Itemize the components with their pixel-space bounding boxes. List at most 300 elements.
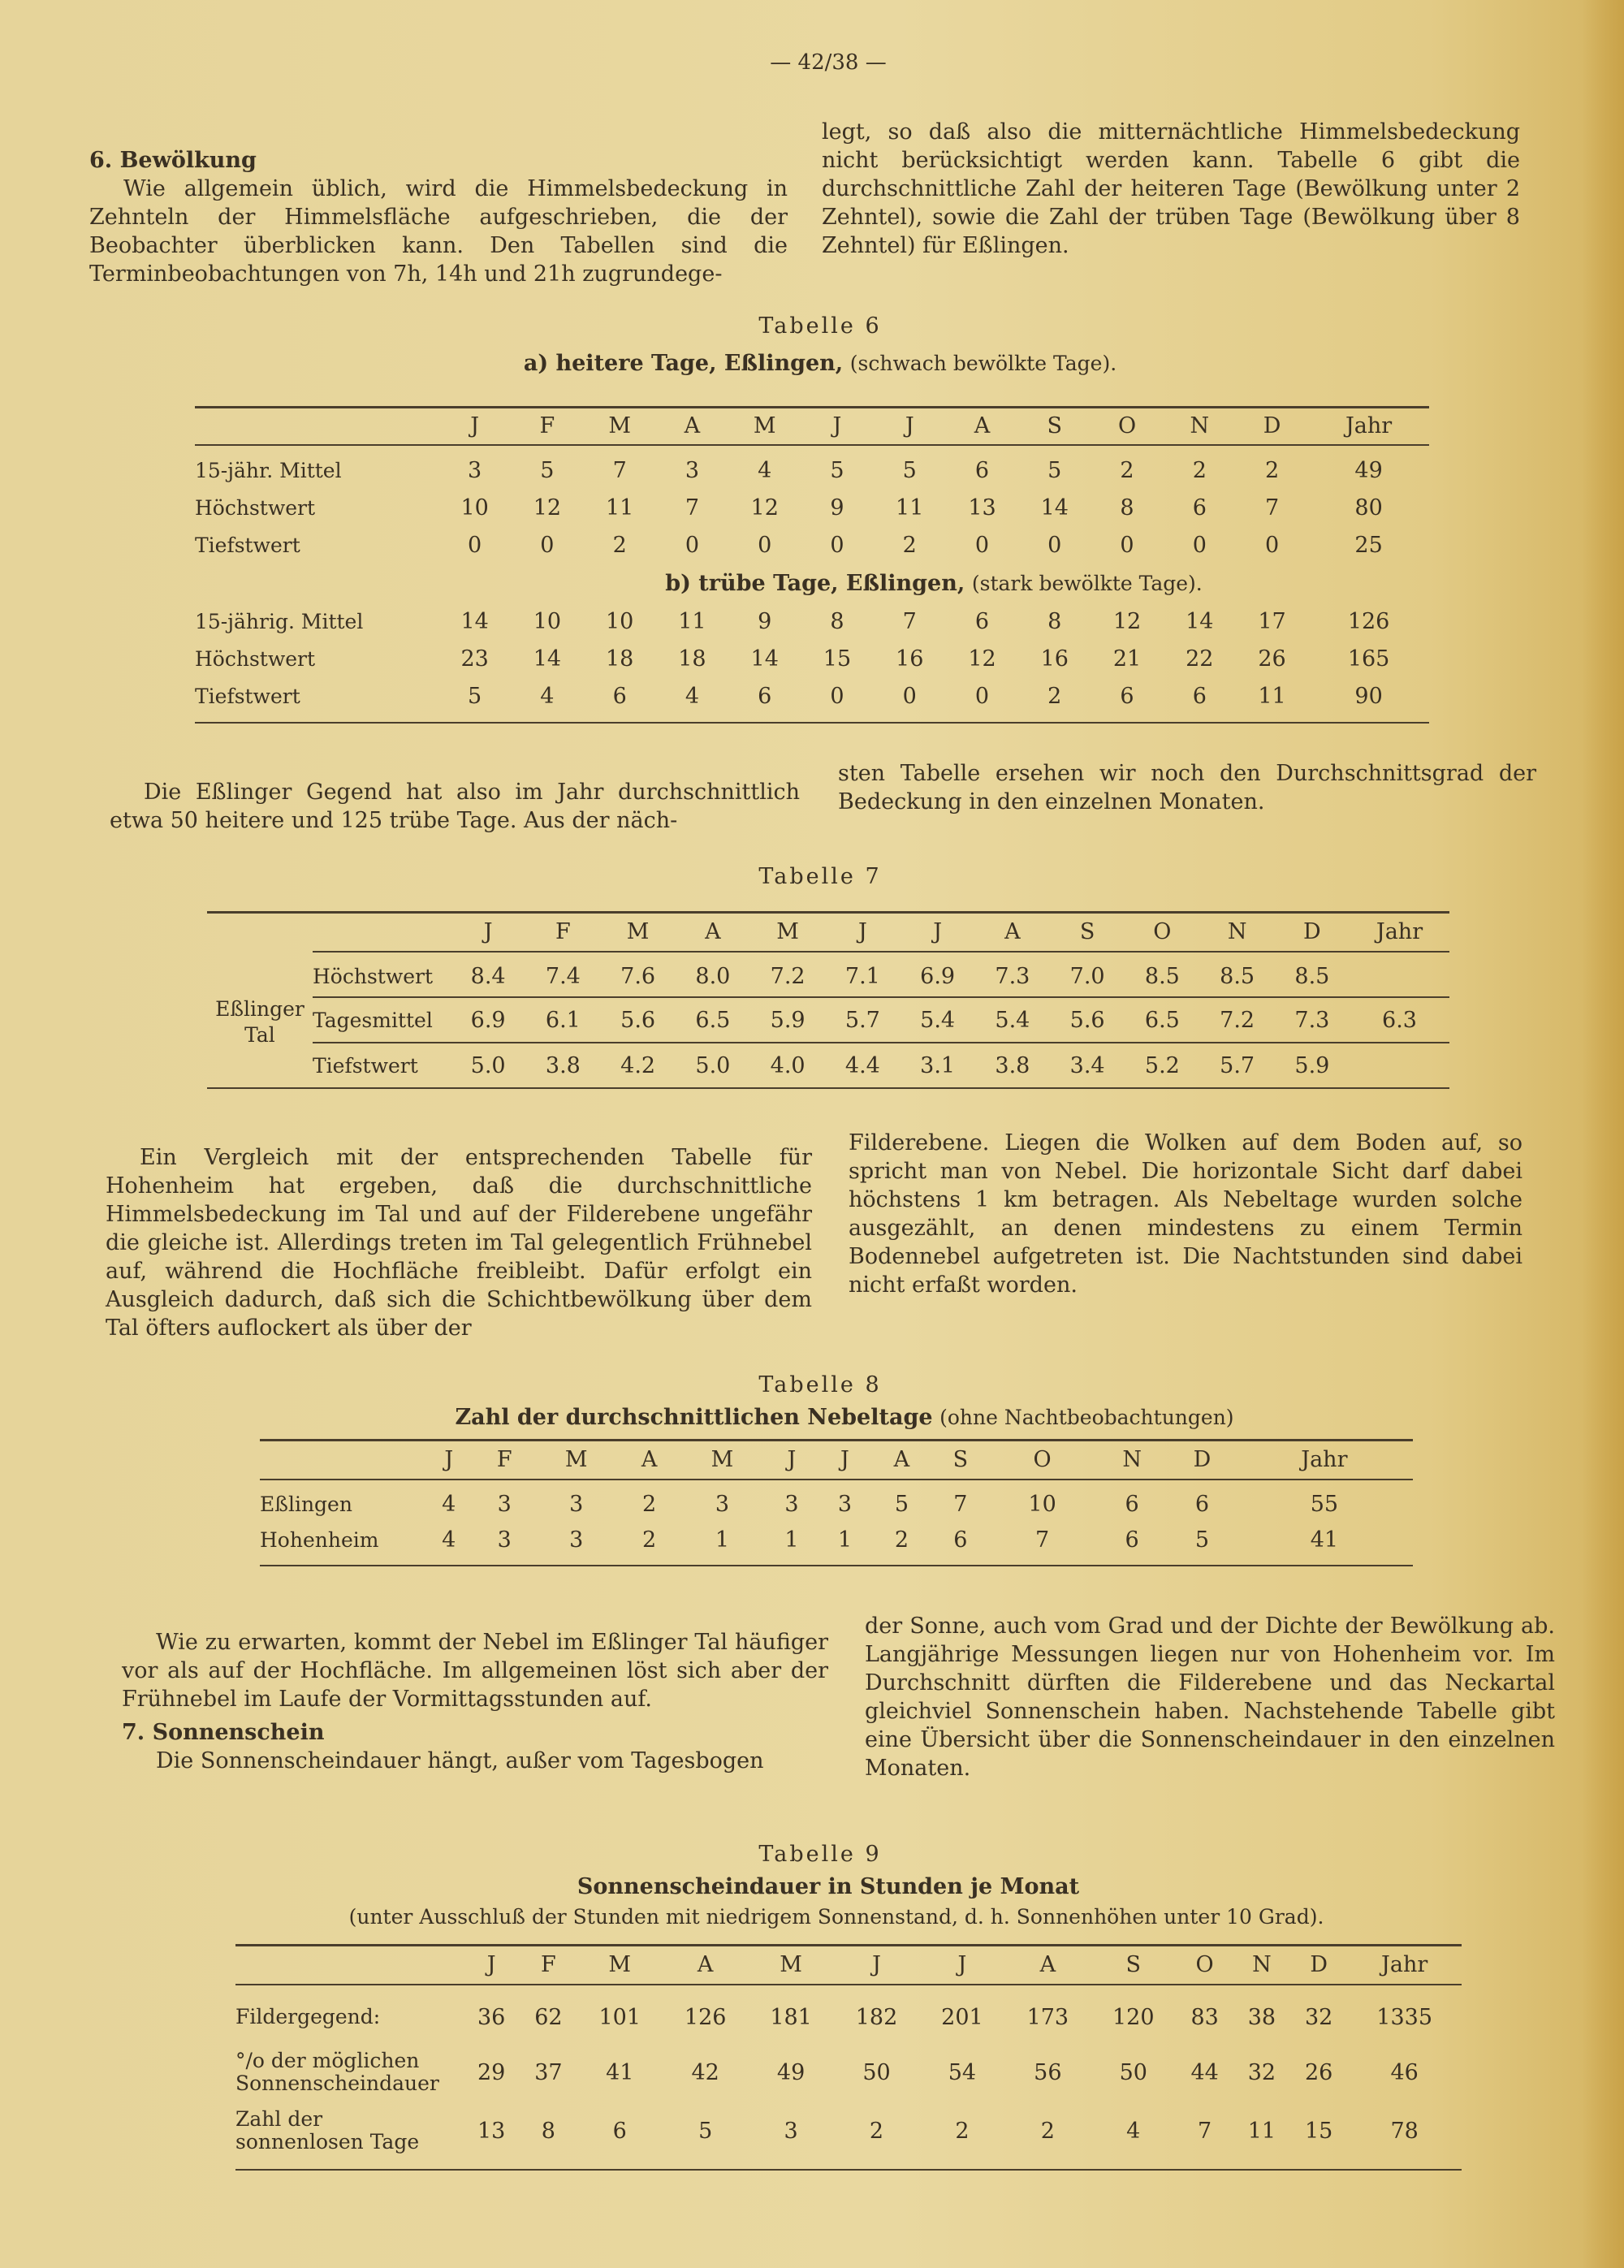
- table-cell: 0: [1120, 532, 1134, 558]
- table6-part-b-heading: b) trübe Tage, Eßlingen,: [665, 570, 965, 596]
- table-cell: 2: [1120, 457, 1134, 483]
- month-header: A: [974, 413, 991, 438]
- table-cell: [1350, 1043, 1449, 1088]
- table8-caption: Tabelle 8: [758, 1372, 882, 1398]
- month-header: D: [1263, 413, 1281, 438]
- para-after-table6-right: [838, 759, 1536, 816]
- table-cell: 37: [534, 2059, 563, 2085]
- table-cell: 5.2: [1144, 1052, 1180, 1078]
- table-cell: 6: [1125, 1491, 1139, 1517]
- table-cell: 0: [974, 683, 990, 709]
- month-header: J: [957, 1952, 967, 1977]
- month-header: J: [857, 919, 867, 944]
- table8-title: [357, 1405, 1332, 1430]
- table-cell: 23: [460, 646, 489, 672]
- table-cell: 0: [1192, 532, 1207, 558]
- table-cell: 3: [685, 457, 700, 483]
- table-cell: 10: [1028, 1491, 1056, 1517]
- month-header: F: [539, 413, 555, 438]
- table-cell: 62: [534, 2004, 563, 2030]
- table-cell: 5.0: [695, 1052, 731, 1078]
- month-header: J: [832, 413, 842, 438]
- month-header: M: [780, 1952, 802, 1977]
- table7-header-row: [207, 913, 1449, 952]
- month-header: O: [1033, 1447, 1052, 1472]
- month-header: O: [1153, 919, 1172, 944]
- table-cell: 0: [685, 532, 700, 558]
- table-cell: 11: [605, 495, 634, 521]
- table-cell: 4: [442, 1527, 456, 1553]
- table-cell: 12: [533, 495, 562, 521]
- table-cell: 2: [869, 2118, 884, 2144]
- para-after-table8-left-text: Wie zu erwarten, kommt der Nebel im Eßlinger Tal häufiger vor als auf der Hochfläche. Im allgemeinen löst sich aber der Frühnebel im Laufe der Vormittagsstunden auf.: [122, 1630, 828, 1712]
- table-cell: 3: [784, 1491, 799, 1517]
- table-cell: 5: [468, 683, 482, 709]
- row-label: Höchstwert: [313, 965, 434, 988]
- table-cell: 16: [1040, 646, 1069, 672]
- table-cell: 6.9: [920, 964, 956, 989]
- month-header: J: [905, 413, 914, 438]
- row-label-line1: Zahl der: [235, 2107, 323, 2131]
- table-cell: 6: [953, 1527, 968, 1553]
- table-cell: 6.3: [1382, 1007, 1417, 1033]
- table6-part-b-title: [438, 564, 1429, 603]
- table-cell: 6.5: [695, 1007, 731, 1033]
- table-row: [207, 957, 1449, 997]
- table8: [260, 1441, 1413, 1566]
- para-after-table7-left: [106, 1143, 812, 1342]
- section6-left-column: [89, 146, 788, 288]
- para-after-table8-right: [865, 1612, 1555, 1782]
- table-cell: 3: [497, 1527, 512, 1553]
- row-label: Hohenheim: [260, 1527, 379, 1552]
- table-row: [235, 2102, 1462, 2160]
- table-cell: 7.0: [1069, 964, 1105, 989]
- table-cell: 2: [894, 1527, 909, 1553]
- table-cell: 6.9: [470, 1007, 506, 1033]
- table-cell: 5.7: [844, 1007, 880, 1033]
- table-cell: 18: [678, 646, 706, 672]
- para-after-table6-left: [110, 778, 800, 835]
- table-cell: 6: [1192, 495, 1207, 521]
- month-header: F: [555, 919, 571, 944]
- table-cell: 7.4: [545, 964, 581, 989]
- month-header: J: [787, 1447, 797, 1472]
- table-cell: 5: [1194, 1527, 1210, 1553]
- table-cell: 4: [685, 683, 700, 709]
- table-cell: 5.4: [920, 1007, 956, 1033]
- table-cell: [1350, 957, 1449, 997]
- table-cell: 29: [477, 2059, 506, 2085]
- table6-part-a-heading: a) heitere Tage, Eßlingen,: [523, 351, 844, 376]
- table-cell: 25: [1354, 532, 1383, 558]
- month-header: Jahr: [1345, 413, 1393, 438]
- table-cell: 5: [1047, 457, 1062, 483]
- para-after-table7-right: [849, 1129, 1522, 1299]
- table-cell: 10: [605, 608, 634, 634]
- para-after-table7-right-text: Filderebene. Liegen die Wolken auf dem Boden auf, so spricht man von Nebel. Die horizontale Sicht darf dabei höchstens 1 km betragen. Als Nebeltage wurden solche ausgezählt, an denen mindestens zu einem Termin Bodennebel aufgetreten ist. Die Nachtstunden sind dabei nicht erfaßt worden.: [849, 1130, 1522, 1298]
- month-header: O: [1117, 413, 1137, 438]
- table9-note: (unter Ausschluß der Stunden mit niedrigem Sonnenstand, d. h. Sonnenhöhen unter 10 Grad).: [348, 1905, 1324, 1929]
- page-number: — 42/38 —: [770, 50, 887, 75]
- table-cell: 2: [1040, 2118, 1055, 2144]
- month-header: J: [872, 1952, 881, 1977]
- table-cell: 7: [953, 1491, 968, 1517]
- table-cell: 8.4: [470, 964, 506, 989]
- table-cell: 14: [533, 646, 562, 672]
- row-label-line1: Fildergegend:: [235, 2005, 381, 2028]
- table-cell: 0: [758, 532, 772, 558]
- month-header: A: [641, 1447, 658, 1472]
- table-cell: 55: [1310, 1491, 1339, 1517]
- table-cell: 7: [1035, 1527, 1050, 1553]
- table-cell: 4: [540, 683, 555, 709]
- table-cell: 13: [477, 2118, 506, 2144]
- table-cell: 2: [641, 1491, 657, 1517]
- month-header: J: [483, 919, 493, 944]
- table-cell: 4: [1126, 2118, 1141, 2144]
- row-label: Tiefstwert: [195, 533, 300, 557]
- table-cell: 5: [540, 457, 555, 483]
- table-cell: 90: [1354, 683, 1383, 709]
- table-cell: 3: [569, 1527, 584, 1553]
- month-header: J: [470, 413, 480, 438]
- month-header: A: [705, 919, 721, 944]
- table-cell: 5.9: [1294, 1052, 1330, 1078]
- table6-part-b-note: (stark bewölkte Tage).: [971, 571, 1203, 595]
- table9-title: Sonnenscheindauer in Stunden je Monat: [577, 1874, 1080, 1899]
- table-cell: 22: [1186, 646, 1214, 672]
- table-cell: 3: [715, 1491, 730, 1517]
- row-label: Eßlingen: [260, 1492, 352, 1516]
- table-cell: 6: [1194, 1491, 1210, 1517]
- table6-part-a-note: (schwach bewölkte Tage).: [849, 352, 1117, 375]
- table-cell: 56: [1034, 2059, 1062, 2085]
- table-row: [260, 1522, 1413, 1557]
- table-cell: 7: [685, 495, 700, 521]
- table-cell: 4.2: [620, 1052, 656, 1078]
- table-cell: 10: [460, 495, 489, 521]
- para-after-table6-right-text: sten Tabelle ersehen wir noch den Durchschnittsgrad der Bedeckung in den einzelnen Monaten.: [838, 761, 1536, 814]
- table-cell: 6: [1192, 683, 1207, 709]
- month-header: Jahr: [1381, 1952, 1428, 1977]
- table-cell: 12: [968, 646, 996, 672]
- table-cell: 3.8: [995, 1052, 1030, 1078]
- row-label: Tagesmittel: [313, 1008, 433, 1032]
- table-cell: 46: [1390, 2059, 1419, 2085]
- table-cell: 7.6: [620, 964, 656, 989]
- month-header: A: [684, 413, 701, 438]
- table-cell: 101: [598, 2004, 641, 2030]
- table9: [235, 1946, 1462, 2171]
- row-label: 15-jähr. Mittel: [195, 458, 342, 482]
- month-header: J: [933, 919, 943, 944]
- table-cell: 5: [902, 457, 917, 483]
- table-cell: 7: [612, 457, 627, 483]
- table-cell: 7.3: [995, 964, 1030, 989]
- table-cell: 15: [823, 646, 852, 672]
- month-header: N: [1122, 1447, 1142, 1472]
- month-header: J: [840, 1447, 849, 1472]
- table-cell: 83: [1190, 2004, 1219, 2030]
- table-row: [195, 677, 1429, 715]
- table9-caption: Tabelle 9: [758, 1842, 882, 1867]
- table-cell: 6: [974, 457, 990, 483]
- table-cell: 5: [830, 457, 844, 483]
- table-cell: 50: [862, 2059, 891, 2085]
- table-cell: 7.2: [1220, 1007, 1255, 1033]
- table-cell: 8.5: [1144, 964, 1180, 989]
- table-cell: 0: [974, 532, 990, 558]
- month-header: A: [1039, 1952, 1056, 1977]
- table-cell: 4.0: [770, 1052, 806, 1078]
- row-label: Höchstwert: [195, 495, 316, 520]
- table-cell: 2: [955, 2118, 970, 2144]
- section7-left-text: Die Sonnenscheindauer hängt, außer vom Tagesbogen: [156, 1748, 764, 1773]
- table-cell: 120: [1112, 2004, 1155, 2030]
- month-header: N: [1252, 1952, 1272, 1977]
- table-row: [195, 451, 1429, 489]
- month-header: M: [564, 1447, 588, 1472]
- table7-group-label: [207, 957, 313, 1088]
- table9-header-row: [235, 1946, 1462, 1985]
- table-cell: 17: [1258, 608, 1286, 634]
- table-cell: 3.1: [920, 1052, 956, 1078]
- table-cell: 13: [968, 495, 996, 521]
- table6-caption: Tabelle 6: [758, 313, 882, 339]
- section6-right-column: [822, 118, 1520, 260]
- table-cell: 11: [1247, 2118, 1276, 2144]
- table-cell: 182: [855, 2004, 898, 2030]
- month-header: D: [1193, 1447, 1212, 1472]
- month-header: J: [486, 1952, 496, 1977]
- table-cell: 7: [902, 608, 917, 634]
- month-header: S: [1079, 919, 1095, 944]
- table7-group-label-line1: Eßlinger: [215, 996, 304, 1021]
- table-cell: 7.1: [844, 964, 880, 989]
- table-cell: 6.5: [1144, 1007, 1180, 1033]
- table-cell: 32: [1247, 2059, 1276, 2085]
- table-cell: 78: [1390, 2118, 1419, 2144]
- table-cell: 7.3: [1294, 1007, 1330, 1033]
- table6-part-a-title: [349, 351, 1291, 376]
- table-cell: 4.4: [844, 1052, 880, 1078]
- table6: [195, 408, 1429, 724]
- table-cell: 12: [750, 495, 779, 521]
- table-cell: 32: [1304, 2004, 1333, 2030]
- para-after-table7-left-text: Ein Vergleich mit der entsprechenden Tabelle für Hohenheim hat ergeben, daß die durchschnittliche Himmelsbedeckung im Tal und auf der Filderebene ungefähr die gleiche ist. Allerdings treten im Tal gelegentlich Frühnebel auf, während die Hochfläche freibleibt. Dafür erfolgt ein Ausgleich dadurch, daß sich die Schichtbewölkung über dem Tal öfters auflockert als über der: [106, 1145, 812, 1341]
- table-cell: 6: [974, 608, 990, 634]
- table-cell: 14: [460, 608, 489, 634]
- month-header: Jahr: [1301, 1447, 1348, 1472]
- para-after-table8-left: [122, 1628, 828, 1775]
- table-cell: 26: [1258, 646, 1286, 672]
- table-cell: 4: [442, 1491, 456, 1517]
- table-cell: 4: [758, 457, 772, 483]
- table-cell: 8.5: [1220, 964, 1255, 989]
- table-cell: 5.4: [995, 1007, 1030, 1033]
- table-cell: 14: [1186, 608, 1214, 634]
- table-cell: 6: [1125, 1527, 1139, 1553]
- month-header: M: [776, 919, 799, 944]
- table-row: [207, 997, 1449, 1043]
- section6-left-text: Wie allgemein üblich, wird die Himmelsbedeckung in Zehnteln der Himmelsfläche aufgeschrieben, die der Beobachter überblicken kann. Den Tabellen sind die Terminbeobachtungen von 7h, 14h und 21h zugrundege-: [89, 176, 788, 287]
- section6-right-text: legt, so daß also die mitternächtliche Himmelsbedeckung nicht berücksichtigt werden kann. Tabelle 6 gibt die durchschnittliche Zahl der heiteren Tage (Bewölkung unter 2 Zehntel), sowie die Zahl der trüben Tage (Bewölkung über 8 Zehntel) für Eßlingen.: [822, 119, 1520, 258]
- table-cell: 126: [684, 2004, 727, 2030]
- row-label: Tiefstwert: [313, 1053, 418, 1078]
- table-cell: 49: [1354, 457, 1383, 483]
- table-cell: 1: [837, 1527, 853, 1553]
- month-header: F: [541, 1952, 556, 1977]
- table-cell: 2: [1047, 683, 1062, 709]
- table-row: [260, 1486, 1413, 1522]
- table-cell: 8.0: [695, 964, 731, 989]
- table-cell: 201: [941, 2004, 983, 2030]
- table-cell: 5: [894, 1491, 909, 1517]
- table-cell: 5.7: [1220, 1052, 1255, 1078]
- table8-heading: Zahl der durchschnittlichen Nebeltage: [455, 1405, 933, 1430]
- month-header: J: [444, 1447, 454, 1472]
- table-cell: 10: [533, 608, 562, 634]
- page-edge-shadow: [1582, 0, 1624, 2268]
- table-cell: 7.2: [770, 964, 806, 989]
- table-row: [195, 640, 1429, 677]
- month-header: M: [608, 1952, 632, 1977]
- row-label: [235, 2102, 463, 2160]
- table-cell: 9: [758, 608, 772, 634]
- table-cell: 3: [497, 1491, 512, 1517]
- table-cell: 2: [1264, 457, 1280, 483]
- section7-heading: 7. Sonnenschein: [122, 1720, 325, 1745]
- table-cell: 12: [1112, 608, 1142, 634]
- table-cell: 8: [830, 608, 844, 634]
- table7: [207, 913, 1449, 1089]
- table7-caption: Tabelle 7: [758, 864, 882, 889]
- month-header: S: [952, 1447, 969, 1472]
- table-row: [195, 489, 1429, 526]
- table8-header-row: [260, 1441, 1413, 1480]
- table-cell: 9: [830, 495, 844, 521]
- table-cell: 0: [468, 532, 482, 558]
- table-cell: 0: [902, 683, 917, 709]
- table-cell: 126: [1347, 608, 1390, 634]
- row-label: [235, 1991, 463, 2043]
- table-cell: 11: [1258, 683, 1286, 709]
- table-cell: 5.0: [470, 1052, 506, 1078]
- table-cell: 0: [830, 683, 844, 709]
- table-cell: 41: [1310, 1527, 1339, 1553]
- para-after-table6-left-text: Die Eßlinger Gegend hat also im Jahr durchschnittlich etwa 50 heitere und 125 trübe Tage. Aus der näch-: [110, 780, 800, 833]
- table-cell: 44: [1190, 2059, 1219, 2085]
- table-cell: 181: [770, 2004, 812, 2030]
- month-header: A: [893, 1447, 910, 1472]
- table7-group-label-line2: Tal: [244, 1022, 275, 1047]
- month-header: D: [1303, 919, 1321, 944]
- table-cell: 16: [896, 646, 924, 672]
- table-cell: 3.8: [545, 1052, 581, 1078]
- table-cell: 80: [1354, 495, 1383, 521]
- table-cell: 6: [1120, 683, 1134, 709]
- month-header: N: [1227, 919, 1247, 944]
- table-cell: 0: [1264, 532, 1280, 558]
- month-header: O: [1195, 1952, 1214, 1977]
- table-row: [207, 1043, 1449, 1088]
- table-cell: 36: [477, 2004, 506, 2030]
- table-cell: 14: [750, 646, 779, 672]
- month-header: Jahr: [1376, 919, 1423, 944]
- table-cell: 1: [784, 1527, 799, 1553]
- table-row: [235, 1991, 1462, 2043]
- table-cell: 6: [612, 2118, 627, 2144]
- table-cell: 1335: [1376, 2004, 1432, 2030]
- table-cell: 11: [678, 608, 706, 634]
- table-cell: 54: [948, 2059, 977, 2085]
- month-header: M: [626, 919, 650, 944]
- table-cell: 21: [1112, 646, 1142, 672]
- month-header: M: [608, 413, 631, 438]
- para-after-table8-right-text: der Sonne, auch vom Grad und der Dichte der Bewölkung ab. Langjährige Messungen liegen nur von Hohenheim vor. Im Durchschnitt dürften die Filderebene und das Neckartal gleichviel Sonnenschein haben. Nachstehende Tabelle gibt eine Übersicht über die Sonnenscheindauer in den einzelnen Monaten.: [865, 1614, 1555, 1781]
- table-cell: 165: [1347, 646, 1390, 672]
- row-label: [235, 2043, 463, 2102]
- table-row: [235, 2043, 1462, 2102]
- table-cell: 8: [541, 2118, 555, 2144]
- month-header: N: [1190, 413, 1210, 438]
- table6-part-b-title-row: [195, 564, 1429, 603]
- section6-heading: 6. Bewölkung: [89, 148, 257, 173]
- table-cell: 18: [605, 646, 634, 672]
- table-cell: 8: [1120, 495, 1134, 521]
- row-label-line1: °/o der möglichen: [235, 2049, 420, 2072]
- table-cell: 5.6: [1069, 1007, 1105, 1033]
- table8-note: (ohne Nachtbeobachtungen): [939, 1406, 1234, 1429]
- table-cell: 2: [902, 532, 917, 558]
- table-cell: 3: [784, 2118, 798, 2144]
- table-cell: 7: [1264, 495, 1280, 521]
- table-row: [195, 526, 1429, 564]
- month-header: M: [753, 413, 776, 438]
- table-cell: 42: [691, 2059, 719, 2085]
- row-label-line2: Sonnenscheindauer: [235, 2071, 439, 2095]
- table-cell: 49: [776, 2059, 806, 2085]
- table-cell: 5.9: [770, 1007, 806, 1033]
- month-header: A: [697, 1952, 714, 1977]
- month-header: S: [1047, 413, 1062, 438]
- table-cell: 2: [641, 1527, 657, 1553]
- month-header: F: [496, 1447, 512, 1472]
- table-cell: 6.1: [545, 1007, 581, 1033]
- table-cell: 3: [569, 1491, 584, 1517]
- table-cell: 26: [1304, 2059, 1333, 2085]
- table-cell: 0: [1047, 532, 1062, 558]
- row-label-line2: sonnenlosen Tage: [235, 2130, 420, 2154]
- month-header: A: [1004, 919, 1021, 944]
- table6-header-row: [195, 408, 1429, 445]
- month-header: D: [1310, 1952, 1328, 1977]
- table-cell: 2: [1192, 457, 1207, 483]
- table-cell: 5: [698, 2118, 713, 2144]
- row-label: Höchstwert: [195, 646, 316, 671]
- table-cell: 6: [758, 683, 772, 709]
- table-row: [195, 603, 1429, 640]
- table-cell: 41: [606, 2059, 634, 2085]
- table-cell: 0: [540, 532, 555, 558]
- row-label: Tiefstwert: [195, 684, 300, 708]
- table-cell: 1: [715, 1527, 730, 1553]
- table-cell: 8.5: [1294, 964, 1330, 989]
- table-cell: 38: [1247, 2004, 1276, 2030]
- table-cell: 7: [1198, 2118, 1212, 2144]
- table-cell: 3: [837, 1491, 853, 1517]
